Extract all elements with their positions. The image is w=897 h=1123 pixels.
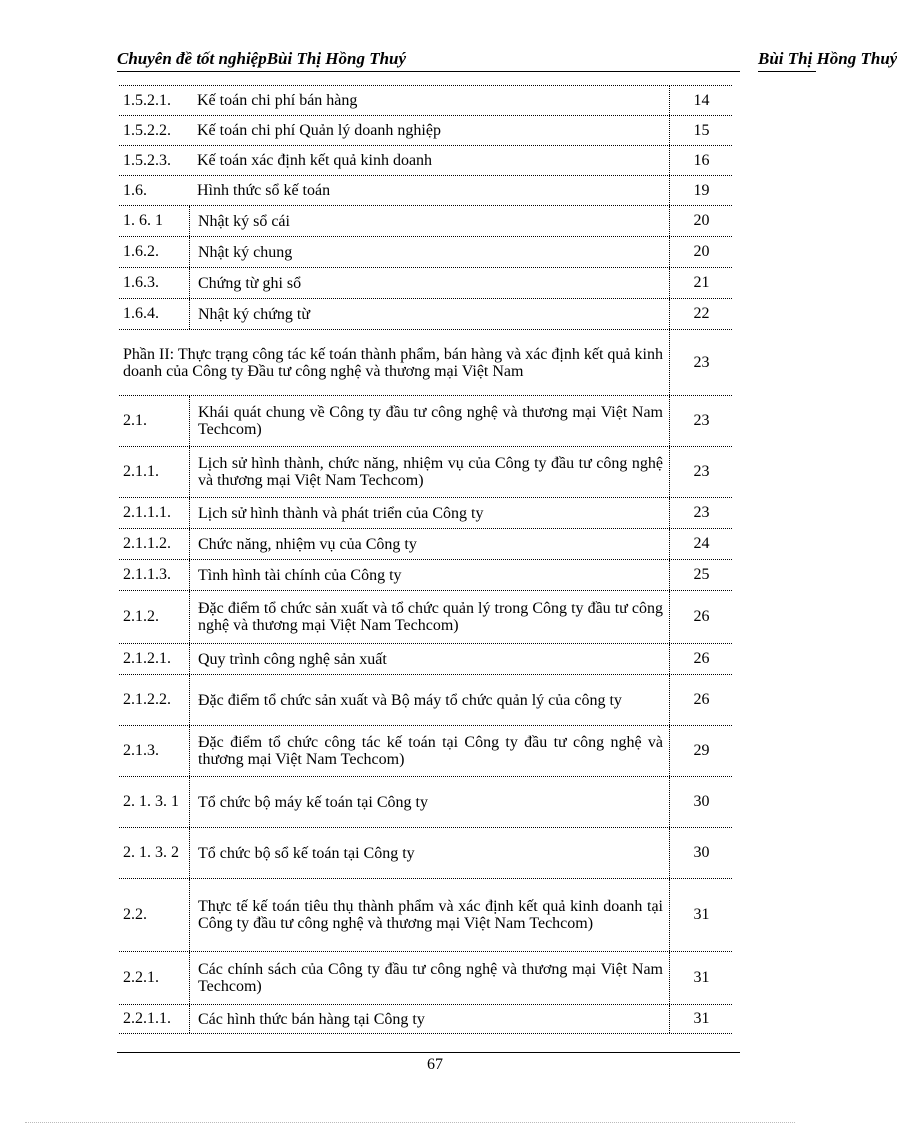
footer-rule: [117, 1052, 740, 1053]
section-number: 1.6.3.: [123, 274, 159, 291]
section-number: 2.1.1.2.: [123, 535, 171, 552]
section-title: Các chính sách của Công ty đầu tư công nghệ và thương mại Việt Nam Techcom): [189, 952, 669, 1004]
toc-row: [119, 330, 732, 396]
table-of-contents: [119, 85, 732, 1034]
page-ref: 15: [669, 116, 733, 145]
page-ref: 23: [669, 447, 733, 497]
section-number: 2.2.1.1.: [123, 1010, 171, 1027]
toc-row: [119, 237, 732, 268]
section-title: Tổ chức bộ sổ kế toán tại Công ty: [189, 828, 669, 878]
toc-row: [119, 828, 732, 879]
section-title: Các hình thức bán hàng tại Công ty: [189, 1005, 669, 1033]
section-title: Kế toán xác định kết quả kinh doanh: [197, 152, 433, 169]
section-title: Chức năng, nhiệm vụ của Công ty: [189, 529, 669, 559]
section-title: Nhật ký sổ cái: [189, 206, 669, 236]
toc-row: [119, 675, 732, 726]
toc-row: [119, 560, 732, 591]
toc-row: [119, 396, 732, 447]
header-title-repeat: Bùi Thị Hồng Thuý: [758, 49, 897, 68]
header-title: Chuyên đề tốt nghiệpBùi Thị Hồng Thuý: [117, 49, 407, 68]
section-number: 2. 1. 3. 1: [123, 793, 179, 810]
page-ref: 31: [669, 879, 733, 951]
page-ref: 20: [669, 206, 733, 236]
section-number: 2.1.2.: [123, 608, 159, 625]
section-number: 1. 6. 1: [123, 212, 163, 229]
section-title: Hình thức sổ kế toán: [197, 182, 331, 199]
section-number: 2.2.1.: [123, 969, 159, 986]
section-title: Đặc điểm tổ chức sản xuất và tổ chức quản lý trong Công ty đầu tư công nghệ và thương mại Việt Nam Techcom): [189, 591, 669, 643]
toc-row: [119, 268, 732, 299]
toc-row: [119, 146, 732, 176]
section-title: Nhật ký chung: [189, 237, 669, 267]
page-ref: 19: [669, 176, 733, 205]
section-number: 2.1.2.1.: [123, 650, 171, 667]
section-title: Khái quát chung về Công ty đầu tư công nghệ và thương mại Việt Nam Techcom): [189, 396, 669, 446]
toc-row: [119, 206, 732, 237]
page-ref: 30: [669, 828, 733, 878]
part-title: Phần II: Thực trạng công tác kế toán thành phẩm, bán hàng và xác định kết quả kinh doanh của Công ty Đầu tư công nghệ và thương mại Việt Nam: [123, 345, 663, 380]
toc-row: [119, 447, 732, 498]
section-title: Tình hình tài chính của Công ty: [189, 560, 669, 590]
section-number: 2.1.2.2.: [123, 691, 171, 708]
page-ref: 23: [669, 498, 733, 528]
page-ref: 21: [669, 268, 733, 298]
page-ref: 29: [669, 726, 733, 776]
section-title: Lịch sử hình thành, chức năng, nhiệm vụ của Công ty đầu tư công nghệ và thương mại Việt Nam Techcom): [189, 447, 669, 497]
toc-row: [119, 498, 732, 529]
page-ref: 26: [669, 675, 733, 725]
page-ref: 24: [669, 529, 733, 559]
toc-row: [119, 591, 732, 644]
toc-row: [119, 726, 732, 777]
section-title: Đặc điểm tổ chức sản xuất và Bộ máy tổ chức quản lý của công ty: [189, 675, 669, 725]
toc-row: [119, 1005, 732, 1034]
section-number: 1.5.2.1.: [123, 91, 171, 109]
toc-row: [119, 85, 732, 116]
section-number: 2.1.1.3.: [123, 566, 171, 583]
section-number: 2.1.: [123, 412, 147, 429]
section-title: Nhật ký chứng từ: [189, 299, 669, 329]
section-number: 1.6.2.: [123, 243, 159, 260]
page-ref: 16: [669, 146, 733, 175]
section-title: Quy trình công nghệ sản xuất: [189, 644, 669, 674]
section-number: 1.6.: [123, 181, 147, 199]
section-number: 1.5.2.2.: [123, 121, 171, 139]
toc-row: [119, 952, 732, 1005]
page-ref: 23: [669, 330, 733, 395]
section-title: Lịch sử hình thành và phát triển của Công ty: [189, 498, 669, 528]
header-rule-right: [758, 71, 816, 72]
page-ref: 22: [669, 299, 733, 329]
section-number: 2.1.3.: [123, 742, 159, 759]
toc-row: [119, 879, 732, 952]
toc-row: [119, 644, 732, 675]
toc-row: [119, 299, 732, 330]
page-ref: 26: [669, 644, 733, 674]
section-title: Đặc điểm tổ chức công tác kế toán tại Công ty đầu tư công nghệ và thương mại Việt Nam Techcom): [189, 726, 669, 776]
page-ref: 26: [669, 591, 733, 643]
header-rule: [117, 71, 740, 72]
page-ref: 30: [669, 777, 733, 827]
section-number: 1.5.2.3.: [123, 151, 171, 169]
page-ref: 23: [669, 396, 733, 446]
page-ref: 14: [669, 86, 733, 115]
section-title: Thực tế kế toán tiêu thụ thành phẩm và xác định kết quả kinh doanh tại Công ty đầu tư công nghệ và thương mại Việt Nam Techcom): [189, 879, 669, 951]
section-title: Kế toán chi phí bán hàng: [197, 92, 358, 109]
section-number: 2.1.1.1.: [123, 504, 171, 521]
section-number: 2.2.: [123, 906, 147, 923]
page-ref: 20: [669, 237, 733, 267]
section-title: Tổ chức bộ máy kế toán tại Công ty: [189, 777, 669, 827]
section-number: 1.6.4.: [123, 305, 159, 322]
page-ref: 31: [669, 1005, 733, 1033]
toc-row: [119, 116, 732, 146]
section-title: Kế toán chi phí Quản lý doanh nghiệp: [197, 122, 441, 139]
section-number: 2. 1. 3. 2: [123, 844, 179, 861]
toc-row: [119, 176, 732, 206]
page-number: 67: [427, 1056, 443, 1073]
page-ref: 25: [669, 560, 733, 590]
toc-row: [119, 529, 732, 560]
page-ref: 31: [669, 952, 733, 1004]
toc-row: [119, 777, 732, 828]
section-title: Chứng từ ghi sổ: [189, 268, 669, 298]
section-number: 2.1.1.: [123, 463, 159, 480]
